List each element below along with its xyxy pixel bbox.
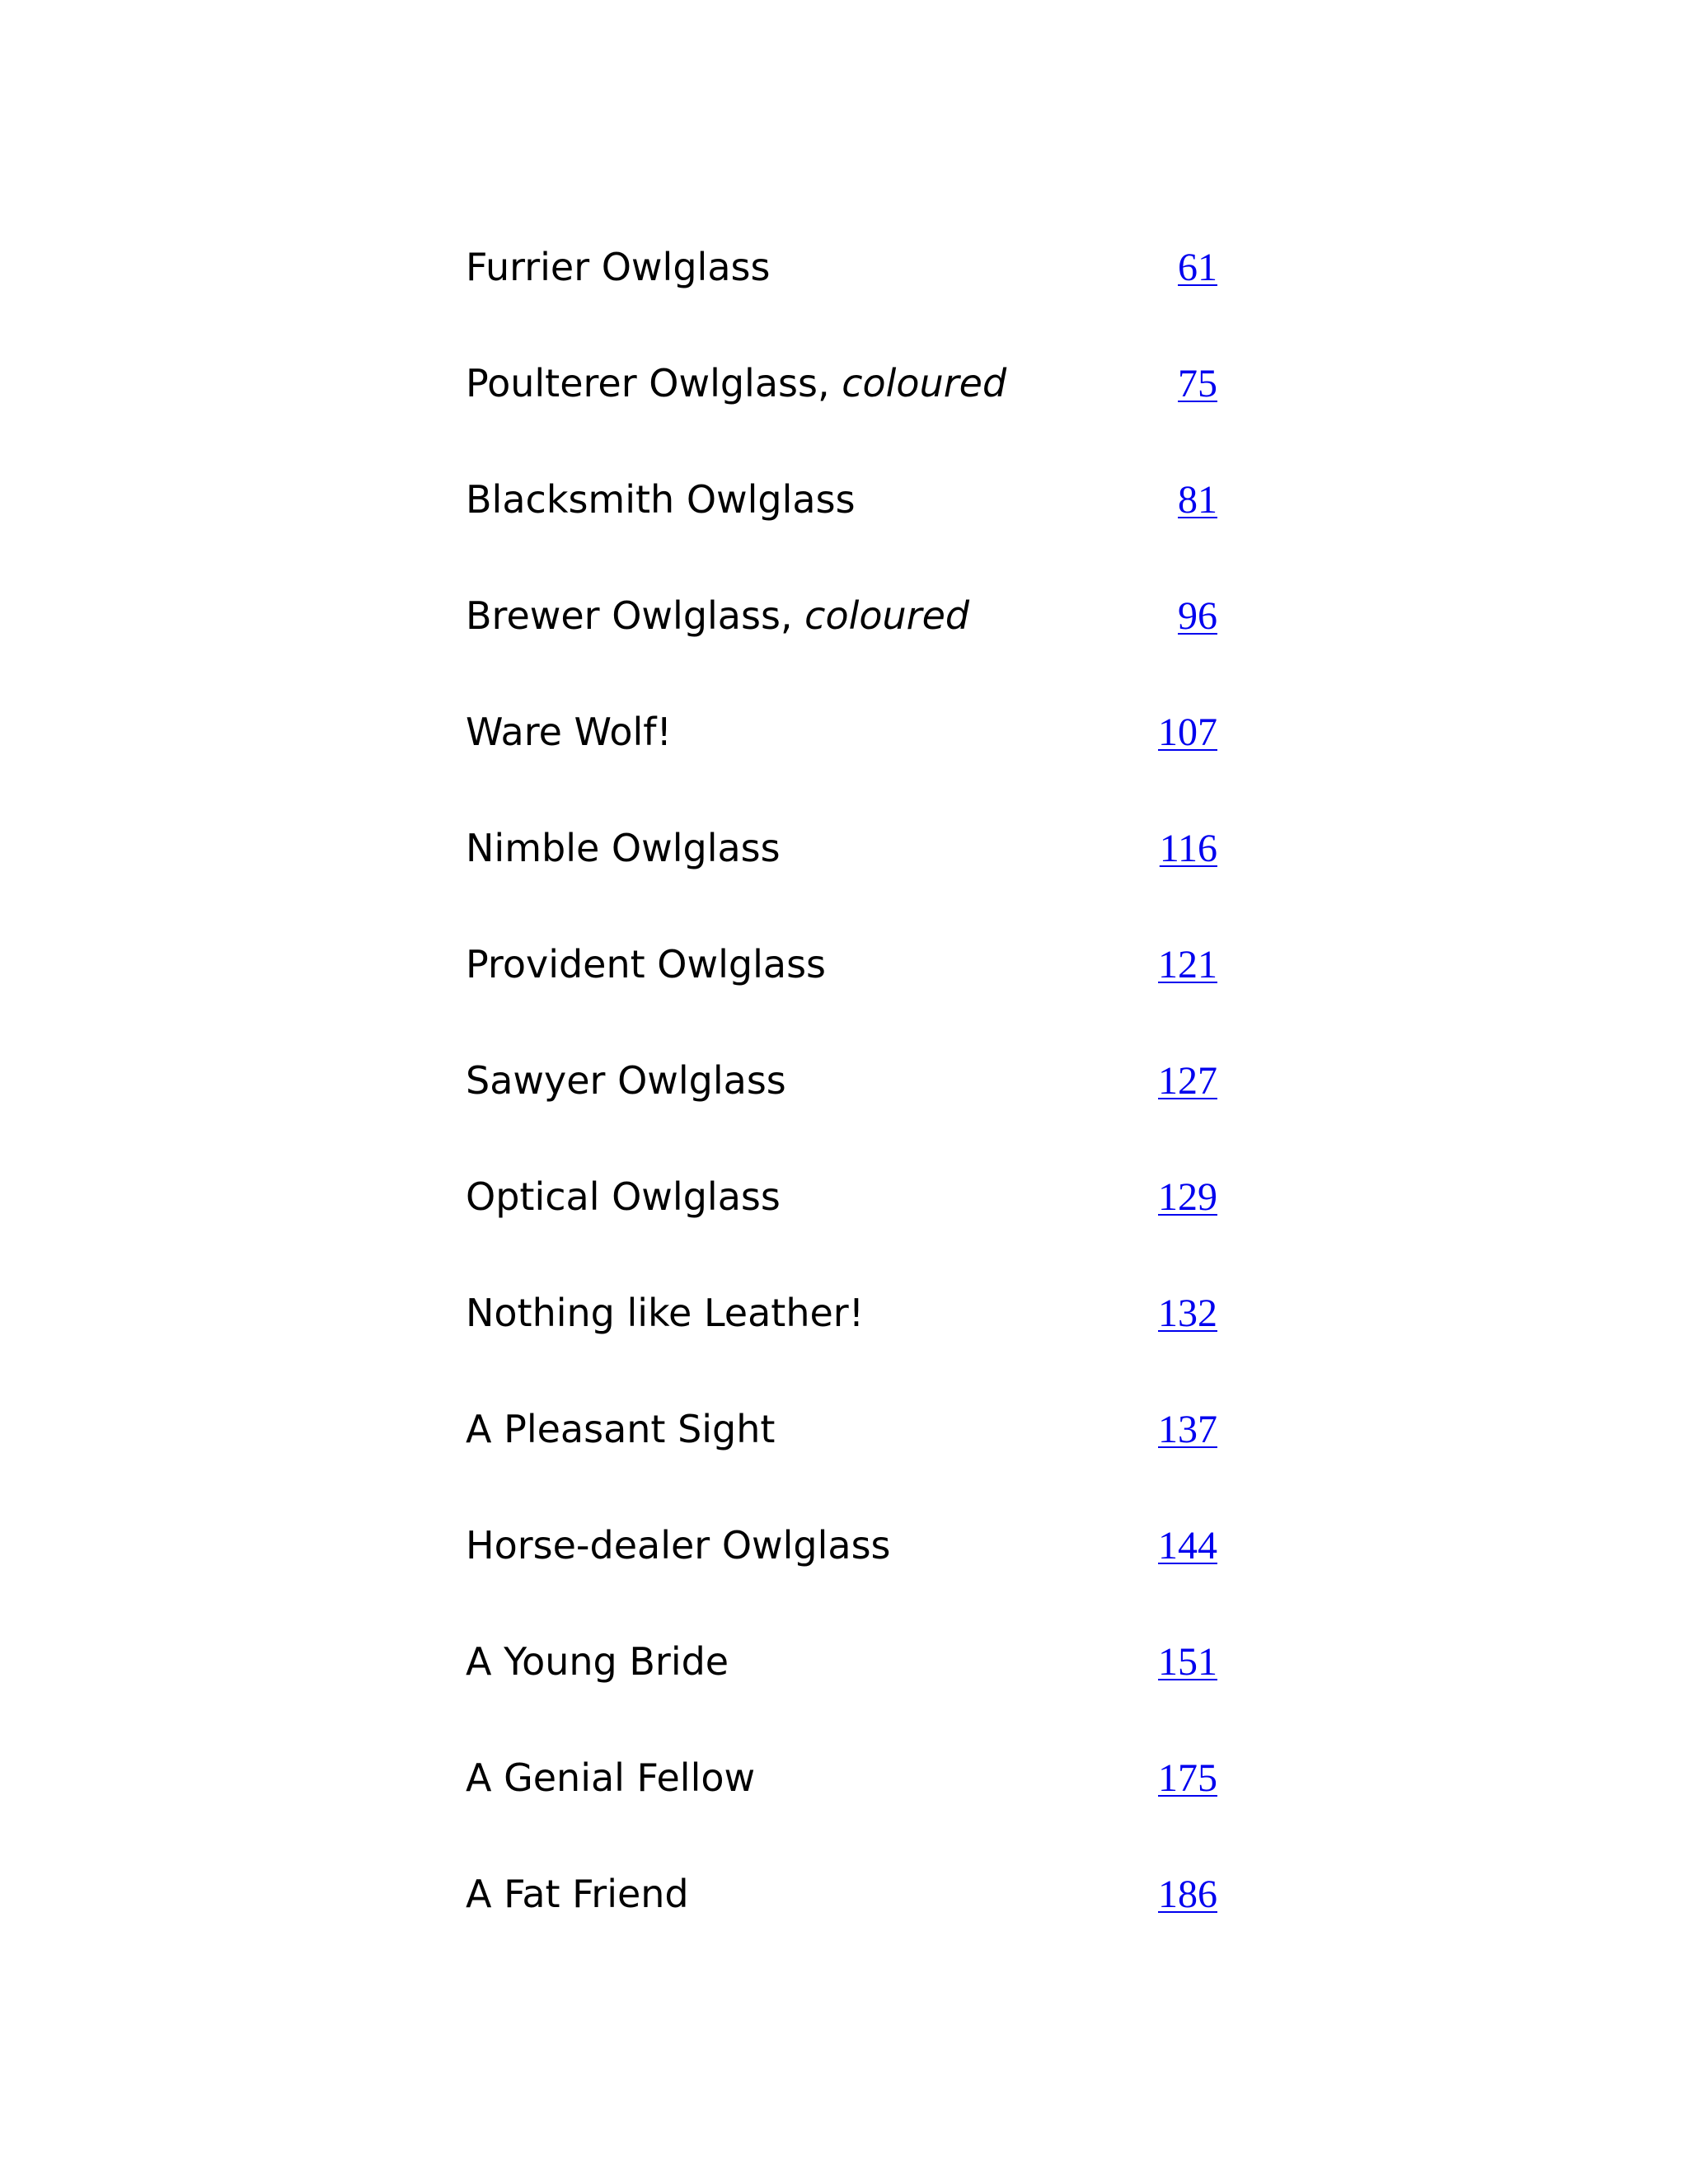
- illustration-title: Provident Owlglass: [466, 942, 826, 987]
- illustration-title: Horse-dealer Owlglass: [466, 1523, 891, 1568]
- list-item: [466, 941, 1217, 1057]
- page-number-link[interactable]: 129: [1158, 1175, 1217, 1219]
- list-item: [466, 1871, 1217, 1987]
- list-item: [466, 1755, 1217, 1871]
- page-number-link[interactable]: 127: [1158, 1059, 1217, 1103]
- list-item: [466, 476, 1217, 593]
- list-item: [466, 244, 1217, 360]
- list-item: [466, 1290, 1217, 1406]
- list-item: [466, 593, 1217, 709]
- list-item: [466, 709, 1217, 825]
- list-item: [466, 360, 1217, 476]
- illustration-title: A Fat Friend: [466, 1872, 689, 1916]
- illustration-title: Blacksmith Owlglass: [466, 477, 856, 522]
- page-number-link[interactable]: 116: [1159, 827, 1217, 870]
- list-item: [466, 1522, 1217, 1638]
- illustration-title: Nimble Owlglass: [466, 826, 781, 870]
- illustration-title: A Genial Fellow: [466, 1755, 756, 1800]
- illustration-title: A Young Bride: [466, 1639, 729, 1684]
- page-number-link[interactable]: 81: [1178, 478, 1217, 522]
- page-number-link[interactable]: 107: [1158, 710, 1217, 754]
- page-number-link[interactable]: 186: [1158, 1872, 1217, 1916]
- illustration-title: Ware Wolf!: [466, 710, 672, 754]
- page-number-link[interactable]: 132: [1158, 1291, 1217, 1335]
- page-number-link[interactable]: 121: [1158, 943, 1217, 987]
- page-number-link[interactable]: 144: [1158, 1524, 1217, 1568]
- illustrations-list: [466, 244, 1217, 1987]
- illustration-title: Poulterer Owlglass, coloured: [466, 361, 1007, 405]
- page-number-link[interactable]: 75: [1178, 362, 1217, 405]
- page-number-link[interactable]: 96: [1178, 594, 1217, 638]
- illustration-title: Sawyer Owlglass: [466, 1058, 786, 1103]
- list-item: [466, 1174, 1217, 1290]
- page-number-link[interactable]: 175: [1158, 1756, 1217, 1800]
- illustration-title: A Pleasant Sight: [466, 1407, 776, 1451]
- list-item: [466, 1057, 1217, 1174]
- page-number-link[interactable]: 151: [1158, 1640, 1217, 1684]
- illustration-title: Optical Owlglass: [466, 1174, 781, 1219]
- page-number-link[interactable]: 61: [1178, 246, 1217, 289]
- list-item: [466, 1406, 1217, 1522]
- list-item: [466, 825, 1217, 941]
- page-number-link[interactable]: 137: [1158, 1408, 1217, 1451]
- illustration-title: Furrier Owlglass: [466, 245, 771, 289]
- list-item: [466, 1638, 1217, 1755]
- illustration-title: Brewer Owlglass, coloured: [466, 593, 970, 638]
- illustration-title: Nothing like Leather!: [466, 1291, 865, 1335]
